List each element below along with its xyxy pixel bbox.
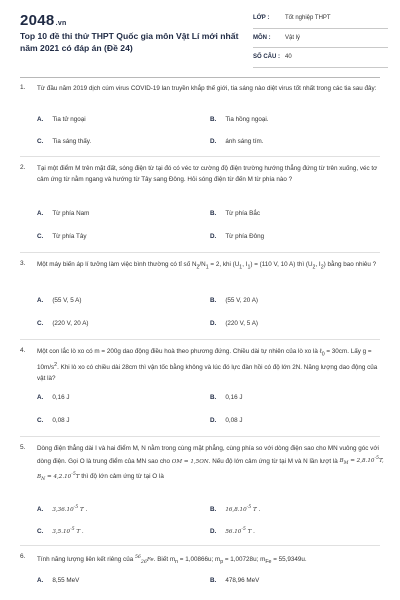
option-c[interactable]: C. Tia sáng thấy.	[37, 138, 92, 145]
option-d[interactable]: D. ánh sáng tím.	[210, 138, 264, 145]
question-text: Dòng điện thẳng dài I và hai điểm M, N nằm trong cùng mặt phẳng, cùng phía so với dòng điện sao cho MN vuông góc với dòng điện. Gọi O là trung điểm của MN sao cho OM = 1,5ON. Nếu độ lớn cảm ứng từ tại M và N lần lượt là $B_M = 2,8.10^{-5}T$, $B_N = 4,2.10^{-5}T$ thì độ lớn cảm ứng từ tại O là	[37, 445, 384, 483]
option-a[interactable]: A. Từ phía Nam	[37, 210, 90, 217]
question-number: 6.	[20, 553, 26, 560]
option-b[interactable]: B. 0,16 J	[210, 394, 243, 401]
option-b[interactable]: B. Từ phía Bắc	[210, 210, 260, 217]
option-c[interactable]: C. $3,5.10^{-5}$ T .	[37, 527, 84, 535]
option-c[interactable]: C. 0,08 J	[37, 417, 70, 424]
meta-label-count: SỐ CÂU :	[253, 54, 280, 60]
question-text: Một máy biến áp lí tưởng làm việc bình thường có tỉ số $N_2/N_1 = 2$, khi ($U_1$, $I_1) = (110$ V, 10 A) thì ($U_2$, $I_2$) bằng bao nhiêu ?	[37, 261, 377, 271]
question-number: 3.	[20, 260, 26, 267]
option-a[interactable]: A. Tia tử ngoại	[37, 116, 86, 123]
option-d[interactable]: D. Từ phía Đông	[210, 233, 265, 240]
question-separator	[20, 545, 380, 546]
question-separator	[20, 156, 380, 157]
option-b[interactable]: B. 478,96 MeV	[210, 577, 260, 584]
option-d[interactable]: D. (220 V, 5 A)	[210, 320, 258, 327]
meta-value-class: Tốt nghiệp THPT	[285, 15, 331, 21]
option-d[interactable]: D. 0,08 J	[210, 417, 243, 424]
question-text: Từ đầu năm 2019 dịch cúm virus COVID-19 lan truyền khắp thế giới, tia sáng nào diệt virus tốt nhất trong các tia sau đây:	[37, 85, 377, 92]
option-d[interactable]: D. $56.10^{-5}$ T .	[210, 527, 255, 535]
meta-row-subject	[253, 34, 388, 49]
meta-label-subject: MÔN :	[253, 34, 271, 41]
meta-value-count: 40	[285, 54, 292, 60]
question-text: Tại một điểm M trên mặt đất, sóng điện từ tại đó có véc tơ cường độ điện trường hướng thẳng đứng từ trên xuống, véc tơ cảm ứng từ nằm ngang và hướng từ Tây sang Đông. Hỏi sóng điện từ đến M từ phía nào ?	[37, 165, 378, 183]
option-a[interactable]: A. 0,16 J	[37, 394, 70, 401]
option-b[interactable]: B. (55 V, 20 A)	[210, 297, 258, 304]
question-number: 2.	[20, 164, 26, 171]
option-c[interactable]: C. Từ phía Tây	[37, 233, 87, 240]
question-number: 5.	[20, 444, 26, 451]
question-text: Một con lắc lò xo có m = 200g dao động điều hoà theo phương đứng. Chiều dài tự nhiên của lò xo là ℓ$_0$ = 30cm. Lấy $g = 10m/s^2$. Khi lò xo có chiều dài 28cm thì vận tốc bằng không và lúc đó lực đàn hồi có độ lớn 2N. Năng lượng dao động của vật là?	[37, 348, 378, 382]
header-divider	[20, 77, 380, 78]
option-c[interactable]: C. (220 V, 20 A)	[37, 320, 89, 327]
question-separator	[20, 339, 380, 340]
option-a[interactable]: A. (55 V, 5 A)	[37, 297, 82, 304]
option-a[interactable]: A. 8,55 MeV	[37, 577, 80, 584]
option-b[interactable]: B. Tia hồng ngoại.	[210, 116, 269, 123]
question-number: 1.	[20, 84, 26, 91]
meta-label-class: LỚP :	[253, 15, 270, 21]
question-separator	[20, 436, 380, 437]
meta-value-subject: Vật lý	[285, 34, 301, 41]
exam-meta	[253, 14, 388, 73]
meta-row-class	[253, 14, 388, 29]
option-a[interactable]: A. $3,36.10^{-5}$ T .	[37, 505, 88, 513]
question-separator	[20, 252, 380, 253]
exam-header	[0, 0, 400, 76]
question-text: Tính năng lượng liên kết riêng của $^{56}_{26}$Fe. Biết $m_n = 1,00866u$; $m_p = 1,00728u$; $m_{Fe} = 55,9349u$.	[37, 555, 307, 566]
question-number: 4.	[20, 347, 26, 354]
option-b[interactable]: B. $16,8.10^{-5}$ T .	[210, 505, 261, 513]
meta-row-count	[253, 53, 388, 68]
site-logo[interactable]: 2048.vn	[20, 12, 67, 29]
exam-title: Top 10 đề thi thử THPT Quốc gia môn Vật Lí mới nhất năm 2021 có đáp án (Đề 24)	[20, 31, 239, 53]
